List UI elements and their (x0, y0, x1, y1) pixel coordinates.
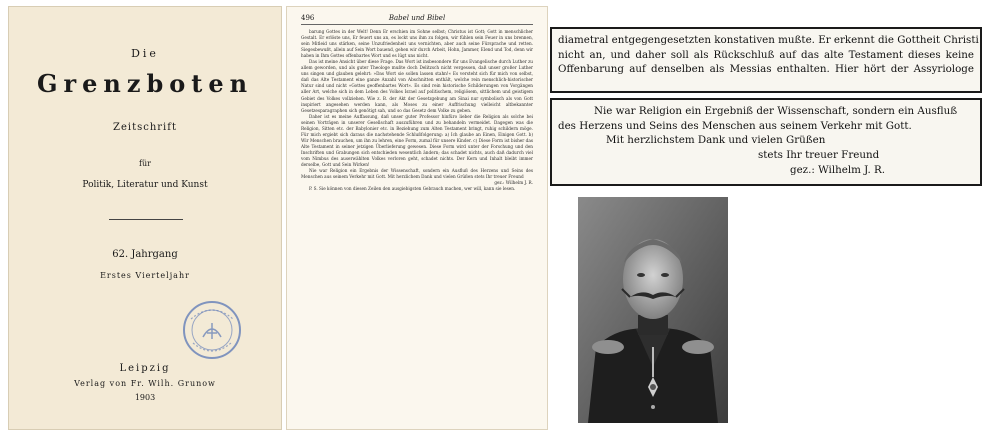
excerpt-line: Nie war Religion ein Ergebniß der Wissenschaft, sondern ein Ausfluß (594, 105, 958, 117)
title-page (8, 6, 282, 430)
library-stamp-icon (181, 299, 243, 361)
paragraph: Das ist meine Ansicht über diese Frage. Das Wort ist insbesondere für uns Evangelische durch Luther zu allem geworden, und als guter Theologe mußte doch Delitzsch nicht vergessen, daß unser großer Luther uns singen und glauben gelehrt: »Das Wort sie sollen lassen stahn!« Es versteht sich für mich von selbst, daß das Alte Testament eine ganze Anzahl von Abschnitten enthält, welche rein menschlich-historischer Natur sind und nicht »Gottes geoffenbartes Wort«. Es sind rein historische Schilderungen von Vorgängen aller Art, welche sich in dem Leben des Volkes Israel auf politischem, religiösem, sittlichem und geistigem Gebiet des Volkes vollziehen. Wie z. B. der Akt der Gesetzgebung am Sinai nur symbolisch als von Gott inspiriert angesehen werden kann, als Moses zu einer Auffrischung vielleicht altbekannter Gesetzesparagraphen sich genötigt sah, und so das Gesetz dem Volke zu geben. (301, 59, 533, 113)
publication-place: Leipzig (119, 363, 171, 374)
excerpt-line: stets Ihr treuer Freund (758, 149, 880, 162)
journal-fuer: für (139, 159, 151, 168)
running-head: Babel und Bibel (388, 14, 446, 22)
excerpt-signature: gez.: Wilhelm J. R. (790, 163, 886, 176)
journal-title: Grenzboten (36, 69, 254, 98)
excerpt-line: diametral entgegengesetzten konstativen mußte. Er erkennt die Gottheit Christi (558, 34, 979, 46)
excerpt-line: nicht an, und daher soll als Rückschluß auf das alte Testament dieses keine (558, 48, 974, 61)
portrait-photo (578, 197, 728, 423)
page-number: 496 (301, 14, 315, 22)
signature-line: gez.: Wilhelm J. R. (494, 180, 533, 186)
page-body (301, 29, 533, 423)
title-article: Die (131, 47, 159, 60)
volume-year: 62. Jahrgang (112, 249, 178, 260)
text-page (286, 6, 548, 430)
postscript: P. S. Sie können von diesen Zeilen den ausgiebigsten Gebrauch machen, wer will, kann sie lesen. (309, 186, 516, 192)
publication-year: 1903 (134, 393, 156, 402)
quarter-label: Erstes Vierteljahr (100, 271, 190, 280)
excerpt-line: Offenbarung auf denselben als Messias enthalten. Hier hört der Assyriologe (558, 63, 974, 76)
paragraph: Nie war Religion ein Ergebnis der Wissenschaft, sondern ein Ausfluß des Herzens und Seins des Menschen aus seinem Verkehr mit Gott. Mit herzlichem Dank und vielen Grüßen stets Ihr treuer Freund (301, 168, 533, 180)
excerpt-assyriologe (550, 27, 982, 93)
title-divider (109, 219, 183, 220)
header-rule (301, 24, 533, 25)
excerpt-closing (550, 98, 982, 186)
paragraph: Daher ist es meine Auffassung, daß unser guter Professor hinfüro lieber die Religion als solche bei seinen Vorträgen in unserer Gesellschaft auszuführen und zu behandeln vermeidet. Dagegen was die Religion, Sitten etc. der Babylonier etc. in Beziehung zum Alten Testament bringt, ruhig schildern möge. Für mich ergiebt sich daraus die nachstehende Schlußfolgerung: a) Ich glaube an Einen, Einigen Gott. b) Wir Menschen brauchen, um ihn zu lehren, eine Form, zumal für unsere Kinder. c) Diese Form ist bisher das Alte Testament in seiner jetzigen Überlieferung gewesen. Diese Form wird unter der Forschung und den Inschriften und Grabungen sich entschieden wesentlich ändern; das schadet nichts, auch daß dadurch viel vom Nimbus des auserwählten Volkes verloren geht, schadet nichts. Der Kern und Inhalt bleibt immer derselbe, Gott und Sein Wirken! (301, 113, 533, 168)
excerpt-line: Mit herzlichstem Dank und vielen Grüßen (606, 134, 826, 147)
excerpt-line: des Herzens und Seins des Menschen aus seinem Verkehr mit Gott. (558, 119, 912, 132)
journal-type: Zeitschrift (113, 122, 177, 133)
paragraph: barung Gottes in der Welt! Denn Er erschien im Sohne selbst; Christus ist Gott; Gott in menschlicher Gestalt. Er erlöste uns, Er feuert uns an, es lockt uns ihm zu folgen, wir fühlen sein Feuer in uns brennen, sein Mitleid uns stärken, seine Unzufriedenheit uns vernichten, aber auch seine Fürsprache und retten. Siegesbewußt, allein auf Sein Wort bauend, gehen wir durch Arbeit, Hohn, Jammer, Elend und Tod, denn wir haben in Ihm Gottes offenbartes Wort und es lügt uns nicht. (301, 29, 533, 59)
journal-subtitle: Politik, Literatur und Kunst (82, 180, 208, 190)
publisher: Verlag von Fr. Wilh. Grunow (74, 379, 216, 388)
